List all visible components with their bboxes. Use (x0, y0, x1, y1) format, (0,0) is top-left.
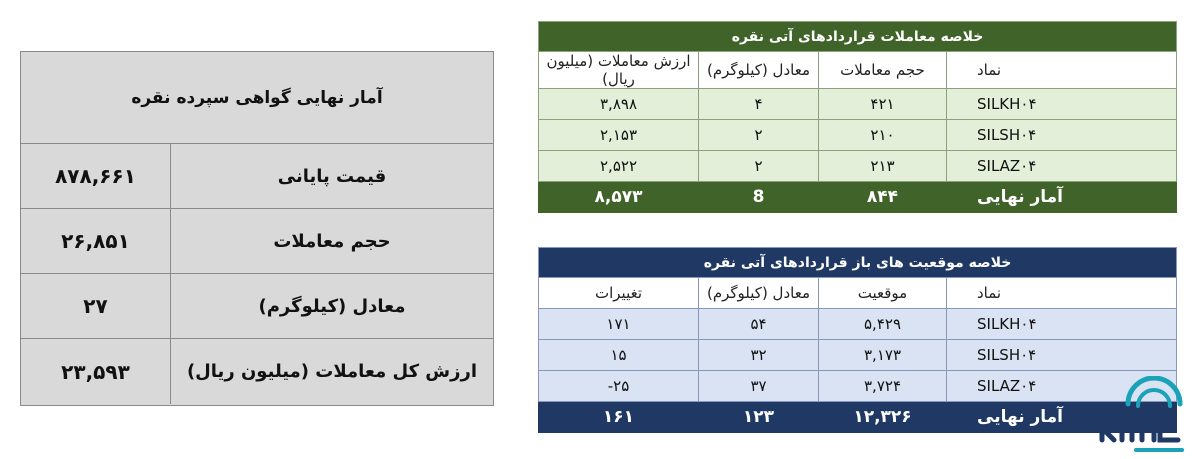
total-value: ۸,۵۷۳ (539, 182, 699, 213)
total-row (539, 182, 1177, 213)
cell-volume: ۴۲۱ (819, 89, 947, 120)
total-label: آمار نهایی (947, 402, 1177, 433)
total-equivalent: 8 (699, 182, 819, 213)
table-row (539, 371, 1177, 402)
cell-position: ۳,۱۷۳ (819, 340, 947, 371)
cell-equivalent: ۴ (699, 89, 819, 120)
table-row (21, 144, 493, 209)
table-row (539, 309, 1177, 340)
cell-equivalent: ۳۷ (699, 371, 819, 402)
total-volume: ۸۴۴ (819, 182, 947, 213)
total-trade-value-value: ۲۳,۵۹۳ (21, 339, 171, 404)
cell-change: -۲۵ (539, 371, 699, 402)
cell-equivalent: ۳۲ (699, 340, 819, 371)
table-row (21, 209, 493, 274)
cell-equivalent: ۲ (699, 120, 819, 151)
total-trade-value-label: ارزش کل معاملات (میلیون ریال) (186, 361, 478, 382)
cell-equivalent: ۵۴ (699, 309, 819, 340)
total-change: ۱۶۱ (539, 402, 699, 433)
header-volume: حجم معاملات (819, 52, 947, 89)
kala-khabar-logo-icon (1098, 376, 1188, 456)
closing-price-label: قیمت پایانی (277, 165, 387, 187)
certificate-title: آمار نهایی گواهی سپرده نقره (21, 52, 493, 144)
header-symbol: نماد (947, 278, 1177, 309)
open-positions-title: خلاصه موقعیت های باز قراردادهای آتی نقره (539, 248, 1177, 278)
cell-symbol: SILKH۰۴ (947, 309, 1177, 340)
cell-position: ۳,۷۲۴ (819, 371, 947, 402)
header-equivalent: معادل (کیلوگرم) (699, 52, 819, 89)
cell-symbol: SILAZ۰۴ (947, 151, 1177, 182)
table-row (539, 340, 1177, 371)
cell-symbol: SILKH۰۴ (947, 89, 1177, 120)
header-equivalent: معادل (کیلوگرم) (699, 278, 819, 309)
certificate-summary-table (20, 51, 494, 406)
total-equivalent: ۱۲۳ (699, 402, 819, 433)
cell-symbol: SILSH۰۴ (947, 340, 1177, 371)
cell-position: ۵,۴۲۹ (819, 309, 947, 340)
futures-trades-title: خلاصه معاملات قراردادهای آتی نقره (539, 22, 1177, 52)
header-position: موقعیت (819, 278, 947, 309)
table-header-row (539, 52, 1177, 89)
trade-volume-label: حجم معاملات (273, 230, 391, 252)
cell-value: ۲,۵۲۲ (539, 151, 699, 182)
header-change: تغییرات (539, 278, 699, 309)
open-positions-table (538, 247, 1177, 433)
header-symbol: نماد (947, 52, 1177, 89)
table-row (539, 151, 1177, 182)
cell-change: ۱۵ (539, 340, 699, 371)
total-label: آمار نهایی (947, 182, 1177, 213)
table-row (539, 120, 1177, 151)
equivalent-kg-label: معادل (کیلوگرم) (258, 295, 406, 317)
cell-symbol: SILSH۰۴ (947, 120, 1177, 151)
table-header-row (539, 278, 1177, 309)
cell-value: ۳,۸۹۸ (539, 89, 699, 120)
table-row (21, 339, 493, 404)
header-value: ارزش معاملات (میلیون ریال) (539, 52, 699, 89)
cell-volume: ۲۱۳ (819, 151, 947, 182)
cell-symbol: SILAZ۰۴ (947, 371, 1177, 402)
cell-change: ۱۷۱ (539, 309, 699, 340)
futures-trades-table (538, 21, 1177, 213)
total-row (539, 402, 1177, 433)
cell-value: ۲,۱۵۳ (539, 120, 699, 151)
equivalent-kg-value: ۲۷ (21, 274, 171, 338)
cell-equivalent: ۲ (699, 151, 819, 182)
logo-graphic (1098, 376, 1188, 456)
total-position: ۱۲,۳۲۶ (819, 402, 947, 433)
table-row (539, 89, 1177, 120)
closing-price-value: ۸۷۸,۶۶۱ (21, 144, 171, 208)
trade-volume-value: ۲۶,۸۵۱ (21, 209, 171, 273)
cell-volume: ۲۱۰ (819, 120, 947, 151)
table-row (21, 274, 493, 339)
